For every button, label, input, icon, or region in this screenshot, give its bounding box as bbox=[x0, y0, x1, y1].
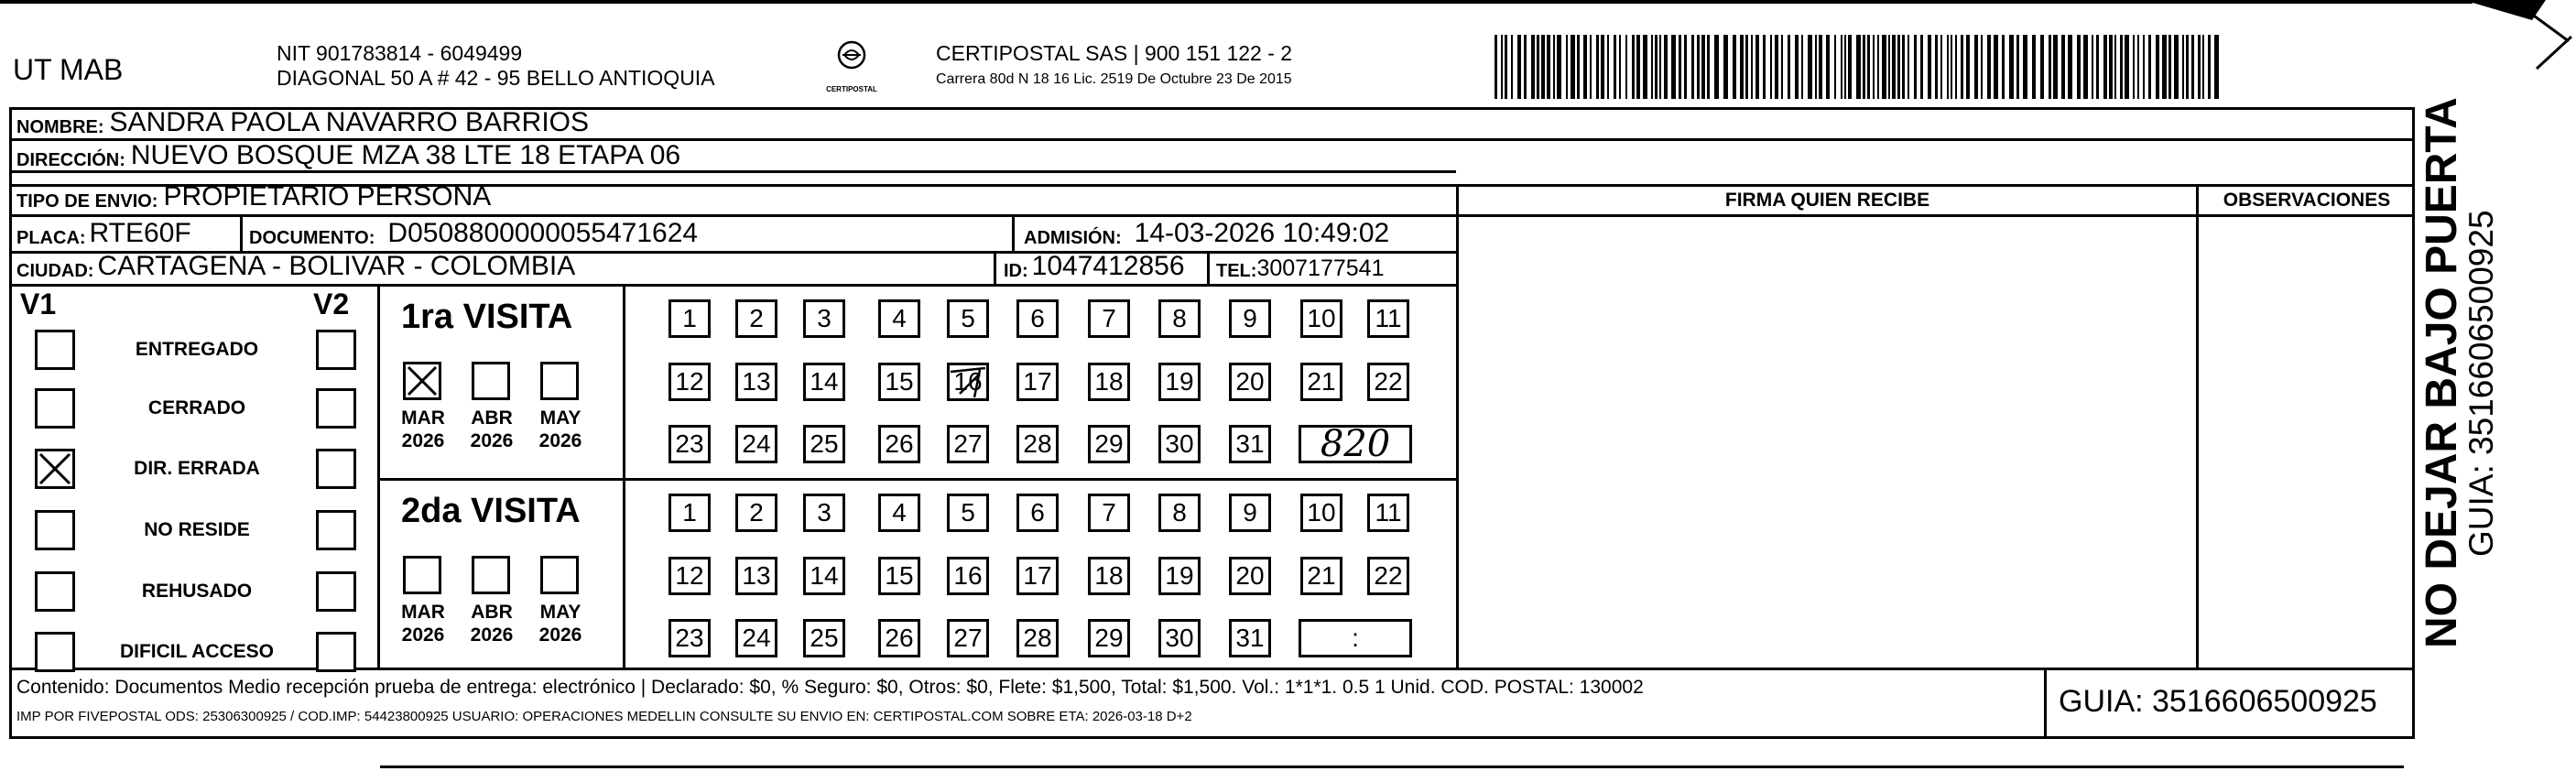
day-cell[interactable] bbox=[668, 363, 711, 401]
v2-checkbox[interactable] bbox=[316, 449, 356, 489]
day-number: 6 bbox=[1030, 498, 1045, 527]
tipo-row bbox=[16, 179, 491, 212]
month-year: 2026 bbox=[401, 624, 445, 646]
day-cell[interactable] bbox=[1229, 494, 1271, 532]
month-label: MAY bbox=[539, 407, 582, 429]
day-cell[interactable] bbox=[878, 425, 920, 463]
day-cell[interactable] bbox=[1367, 363, 1409, 401]
col-rule bbox=[2196, 184, 2199, 668]
day-number: 18 bbox=[1094, 561, 1124, 590]
day-number: 16 bbox=[953, 367, 983, 396]
day-cell[interactable] bbox=[1367, 557, 1409, 595]
day-number: 2 bbox=[749, 304, 764, 332]
logo-text: CERTIPOSTAL bbox=[826, 85, 877, 93]
day-cell[interactable] bbox=[947, 494, 989, 532]
day-cell[interactable] bbox=[735, 619, 777, 657]
v2-checkbox[interactable] bbox=[316, 330, 356, 370]
day-cell[interactable] bbox=[1229, 425, 1271, 463]
day-cell[interactable] bbox=[1088, 425, 1130, 463]
id-value: 1047412856 bbox=[1031, 251, 1185, 281]
v2-checkbox[interactable] bbox=[316, 388, 356, 429]
day-number: 30 bbox=[1165, 624, 1194, 652]
day-number: 29 bbox=[1094, 429, 1124, 458]
courier-logo bbox=[815, 40, 888, 95]
day-number: 4 bbox=[892, 304, 907, 332]
day-cell[interactable] bbox=[668, 425, 711, 463]
day-cell[interactable] bbox=[1158, 363, 1201, 401]
day-number: 25 bbox=[810, 429, 839, 458]
day-cell[interactable] bbox=[947, 299, 989, 338]
side-warning: NO DEJAR BAJO PUERTA bbox=[2418, 97, 2466, 648]
day-number: 27 bbox=[953, 429, 983, 458]
day-cell[interactable] bbox=[1300, 299, 1342, 338]
v1-checkbox[interactable] bbox=[35, 632, 75, 672]
v2-checkbox[interactable] bbox=[316, 632, 356, 672]
v2-checkbox[interactable] bbox=[316, 571, 356, 612]
day-number: 18 bbox=[1094, 367, 1124, 396]
day-cell[interactable] bbox=[878, 299, 920, 338]
day-cell[interactable] bbox=[803, 299, 845, 338]
day-cell[interactable] bbox=[1229, 363, 1271, 401]
day-cell[interactable] bbox=[878, 494, 920, 532]
col-rule bbox=[1456, 184, 1459, 668]
day-cell[interactable] bbox=[1229, 557, 1271, 595]
id-label: ID: bbox=[1004, 261, 1028, 281]
month-label: MAR bbox=[401, 602, 445, 623]
footer-guia: GUIA: 3516606500925 bbox=[2059, 684, 2377, 719]
barcode bbox=[1495, 35, 2223, 99]
day-number: 13 bbox=[742, 561, 771, 590]
month-year: 2026 bbox=[470, 624, 514, 646]
day-cell[interactable] bbox=[1016, 425, 1059, 463]
month-checkbox[interactable] bbox=[540, 362, 579, 400]
tel-value: 3007177541 bbox=[1256, 255, 1385, 281]
month-checkbox[interactable] bbox=[472, 362, 510, 400]
day-number: 1 bbox=[682, 498, 697, 527]
month-checkbox[interactable] bbox=[540, 556, 579, 594]
month-label: MAR bbox=[401, 407, 445, 429]
day-number: 10 bbox=[1307, 498, 1336, 527]
day-cell[interactable] bbox=[735, 299, 777, 338]
day-cell[interactable] bbox=[1016, 619, 1059, 657]
direccion-value: NUEVO BOSQUE MZA 38 LTE 18 ETAPA 06 bbox=[130, 140, 681, 170]
documento-row bbox=[249, 216, 698, 249]
day-cell[interactable] bbox=[947, 425, 989, 463]
day-number: 12 bbox=[675, 367, 704, 396]
day-number: 26 bbox=[885, 429, 914, 458]
tel-row bbox=[1216, 253, 1384, 282]
month-checkbox[interactable] bbox=[403, 362, 441, 400]
day-cell[interactable] bbox=[1229, 619, 1271, 657]
day-number: 22 bbox=[1374, 367, 1403, 396]
day-cell[interactable] bbox=[1158, 299, 1201, 338]
corner-arrow-icon bbox=[2463, 0, 2573, 92]
day-number: 13 bbox=[742, 367, 771, 396]
day-mark-icon bbox=[947, 363, 989, 401]
day-cell[interactable] bbox=[878, 557, 920, 595]
ciudad-value: CARTAGENA - BOLIVAR - COLOMBIA bbox=[97, 251, 576, 281]
day-number: 14 bbox=[810, 561, 839, 590]
col-rule bbox=[1012, 214, 1015, 251]
col-rule bbox=[994, 251, 996, 284]
status-option-label: CERRADO bbox=[147, 397, 246, 418]
day-number: 4 bbox=[892, 498, 907, 527]
month-label: MAY bbox=[539, 602, 582, 623]
v1-checkbox[interactable] bbox=[35, 571, 75, 612]
day-cell[interactable] bbox=[1158, 494, 1201, 532]
day-number: 10 bbox=[1307, 304, 1336, 332]
v2-checkbox[interactable] bbox=[316, 510, 356, 550]
day-cell[interactable] bbox=[947, 363, 989, 401]
day-number: 7 bbox=[1102, 304, 1116, 332]
tipo-label: TIPO DE ENVIO: bbox=[16, 191, 158, 212]
courier-license: Carrera 80d N 18 16 Lic. 2519 De Octubre 23 De 2015 bbox=[936, 71, 1292, 87]
day-number: 9 bbox=[1243, 498, 1257, 527]
day-number: 15 bbox=[885, 367, 914, 396]
day-number: 31 bbox=[1235, 429, 1265, 458]
ciudad-row bbox=[16, 253, 575, 282]
day-number: 5 bbox=[961, 498, 975, 527]
status-option-label: DIR. ERRADA bbox=[134, 458, 260, 479]
day-number: 25 bbox=[810, 624, 839, 652]
day-cell[interactable] bbox=[1367, 299, 1409, 338]
admision-label: ADMISIÓN: bbox=[1024, 228, 1122, 248]
month-checkbox[interactable] bbox=[472, 556, 510, 594]
day-number: 2 bbox=[749, 498, 764, 527]
visit-left-rule bbox=[377, 287, 380, 668]
day-cell[interactable] bbox=[1016, 299, 1059, 338]
day-cell[interactable] bbox=[878, 363, 920, 401]
status-option-label: REHUSADO bbox=[141, 581, 253, 602]
day-number: 3 bbox=[817, 498, 831, 527]
day-cell[interactable] bbox=[1016, 494, 1059, 532]
day-number: 24 bbox=[742, 429, 771, 458]
day-number: 30 bbox=[1165, 429, 1194, 458]
day-number: 8 bbox=[1172, 304, 1187, 332]
day-number: 19 bbox=[1165, 367, 1194, 396]
day-cell[interactable] bbox=[1088, 557, 1130, 595]
row-rule bbox=[9, 284, 1456, 287]
day-cell[interactable] bbox=[947, 557, 989, 595]
day-cell[interactable] bbox=[1158, 557, 1201, 595]
status-option-label: DIFICIL ACCESO bbox=[119, 641, 274, 662]
day-number: 23 bbox=[675, 624, 704, 652]
col-rule bbox=[1207, 251, 1210, 284]
day-cell[interactable] bbox=[735, 557, 777, 595]
company-address: DIAGONAL 50 A # 42 - 95 BELLO ANTIOQUIA bbox=[277, 66, 715, 90]
nombre-value: SANDRA PAOLA NAVARRO BARRIOS bbox=[109, 107, 590, 137]
day-number: 24 bbox=[742, 624, 771, 652]
day-number: 9 bbox=[1243, 304, 1257, 332]
day-cell[interactable] bbox=[803, 557, 845, 595]
day-cell[interactable] bbox=[1088, 299, 1130, 338]
day-number: 15 bbox=[885, 561, 914, 590]
col-rule bbox=[240, 214, 243, 251]
day-number: 22 bbox=[1374, 561, 1403, 590]
day-cell[interactable] bbox=[1229, 299, 1271, 338]
tipo-value: PROPIETARIO PERSONA bbox=[163, 181, 492, 212]
v1-checkbox[interactable] bbox=[35, 330, 75, 370]
day-cell[interactable] bbox=[803, 619, 845, 657]
day-cell[interactable] bbox=[668, 299, 711, 338]
day-number: 6 bbox=[1030, 304, 1045, 332]
documento-label: DOCUMENTO: bbox=[249, 228, 375, 248]
day-number: 21 bbox=[1307, 561, 1336, 590]
month-year: 2026 bbox=[401, 430, 445, 451]
day-number: 20 bbox=[1235, 367, 1265, 396]
visit-title: 2da VISITA bbox=[401, 492, 581, 530]
day-number: 19 bbox=[1165, 561, 1194, 590]
day-number: 20 bbox=[1235, 561, 1265, 590]
v1-checkbox[interactable] bbox=[35, 449, 75, 489]
day-number: 23 bbox=[675, 429, 704, 458]
visit-title: 1ra VISITA bbox=[401, 298, 573, 336]
top-rule bbox=[0, 0, 2473, 4]
direccion-label: DIRECCIÓN: bbox=[16, 150, 125, 170]
documento-value: D0508800000055471624 bbox=[387, 218, 699, 248]
day-cell[interactable] bbox=[947, 619, 989, 657]
day-cell[interactable] bbox=[668, 557, 711, 595]
placa-row bbox=[16, 216, 191, 249]
observaciones-header: OBSERVACIONES bbox=[2223, 190, 2391, 211]
day-cell[interactable] bbox=[1016, 557, 1059, 595]
day-number: 1 bbox=[682, 304, 697, 332]
logo-icon bbox=[815, 40, 888, 81]
day-cell[interactable] bbox=[668, 619, 711, 657]
admision-row bbox=[1024, 216, 1389, 249]
courier-name: CERTIPOSTAL SAS | 900 151 122 - 2 bbox=[936, 41, 1293, 65]
day-cell[interactable] bbox=[1158, 619, 1201, 657]
day-cell[interactable] bbox=[735, 425, 777, 463]
placa-label: PLACA: bbox=[16, 228, 86, 248]
x-mark-icon bbox=[406, 364, 439, 397]
day-number: 14 bbox=[810, 367, 839, 396]
day-cell[interactable] bbox=[803, 494, 845, 532]
day-number: 11 bbox=[1375, 498, 1402, 527]
time-box[interactable] bbox=[1299, 619, 1412, 657]
bottom-rule bbox=[380, 766, 2404, 768]
side-guia: GUIA: 3516606500925 bbox=[2462, 210, 2500, 557]
day-number: 16 bbox=[953, 561, 983, 590]
day-number: 5 bbox=[961, 304, 975, 332]
v1-label: V1 bbox=[20, 288, 57, 320]
month-year: 2026 bbox=[470, 430, 514, 451]
month-label: ABR bbox=[471, 602, 513, 623]
day-cell[interactable] bbox=[1088, 619, 1130, 657]
day-number: 7 bbox=[1102, 498, 1116, 527]
month-checkbox[interactable] bbox=[403, 556, 441, 594]
day-cell[interactable] bbox=[1300, 494, 1342, 532]
status-option-label: ENTREGADO bbox=[135, 339, 259, 360]
day-number: 11 bbox=[1375, 304, 1402, 332]
day-number: 28 bbox=[1023, 624, 1052, 652]
day-number: 12 bbox=[675, 561, 704, 590]
day-cell[interactable] bbox=[668, 494, 711, 532]
day-cell[interactable] bbox=[1367, 494, 1409, 532]
firma-header: FIRMA QUIEN RECIBE bbox=[1724, 190, 1930, 211]
day-number: 17 bbox=[1023, 367, 1052, 396]
company-name: UT MAB bbox=[13, 53, 124, 86]
time-value: : bbox=[1352, 624, 1359, 652]
nombre-label: NOMBRE: bbox=[16, 117, 104, 137]
ciudad-label: CIUDAD: bbox=[16, 261, 94, 281]
tel-label: TEL: bbox=[1216, 261, 1257, 281]
day-cell[interactable] bbox=[803, 425, 845, 463]
x-mark-icon bbox=[38, 451, 72, 486]
day-number: 29 bbox=[1094, 624, 1124, 652]
day-number: 17 bbox=[1023, 561, 1052, 590]
nombre-row bbox=[16, 107, 589, 138]
status-option-label: NO RESIDE bbox=[144, 519, 250, 540]
day-number: 28 bbox=[1023, 429, 1052, 458]
footer-imp: IMP POR FIVEPOSTAL ODS: 25306300925 / COD.IMP: 54423800925 USUARIO: OPERACIONES MEDELLIN CONSULTE SU ENVIO EN: CERTIPOSTAL.COM SOBRE ETA: 2026-03-18 D+2 bbox=[16, 709, 1192, 724]
day-cell[interactable] bbox=[1158, 425, 1201, 463]
visit-mid-rule bbox=[377, 478, 1456, 481]
day-cell[interactable] bbox=[1016, 363, 1059, 401]
id-row bbox=[1004, 253, 1185, 282]
day-number: 31 bbox=[1235, 624, 1265, 652]
company-nit: NIT 901783814 - 6049499 bbox=[277, 41, 523, 65]
v2-label: V2 bbox=[313, 288, 350, 320]
day-number: 21 bbox=[1307, 367, 1336, 396]
day-number: 26 bbox=[885, 624, 914, 652]
row-rule bbox=[9, 668, 2415, 670]
col-rule bbox=[2044, 668, 2047, 739]
day-number: 3 bbox=[817, 304, 831, 332]
day-cell[interactable] bbox=[1300, 557, 1342, 595]
month-year: 2026 bbox=[538, 430, 582, 451]
month-year: 2026 bbox=[538, 624, 582, 646]
direccion-row bbox=[16, 140, 680, 171]
visit-divider-rule bbox=[623, 287, 625, 668]
time-value: 820 bbox=[1320, 423, 1391, 465]
footer-contenido: Contenido: Documentos Medio recepción prueba de entrega: electrónico | Declarado: $0, % Seguro: $0, Otros: $0, Flete: $1,500, Total: $1,500. Vol.: 1*1*1. 0.5 1 Unid. COD. POSTAL: 130002 bbox=[16, 677, 1644, 698]
v1-checkbox[interactable] bbox=[35, 510, 75, 550]
v1-checkbox[interactable] bbox=[35, 388, 75, 429]
time-box[interactable] bbox=[1299, 425, 1412, 463]
month-label: ABR bbox=[471, 407, 513, 429]
day-cell[interactable] bbox=[878, 619, 920, 657]
day-cell[interactable] bbox=[1088, 494, 1130, 532]
day-cell[interactable] bbox=[1088, 363, 1130, 401]
admision-value: 14-03-2026 10:49:02 bbox=[1134, 218, 1390, 248]
day-cell[interactable] bbox=[735, 494, 777, 532]
day-cell[interactable] bbox=[1300, 363, 1342, 401]
placa-value: RTE60F bbox=[89, 218, 191, 248]
day-number: 27 bbox=[953, 624, 983, 652]
day-cell[interactable] bbox=[803, 363, 845, 401]
day-cell[interactable] bbox=[735, 363, 777, 401]
day-number: 8 bbox=[1172, 498, 1187, 527]
